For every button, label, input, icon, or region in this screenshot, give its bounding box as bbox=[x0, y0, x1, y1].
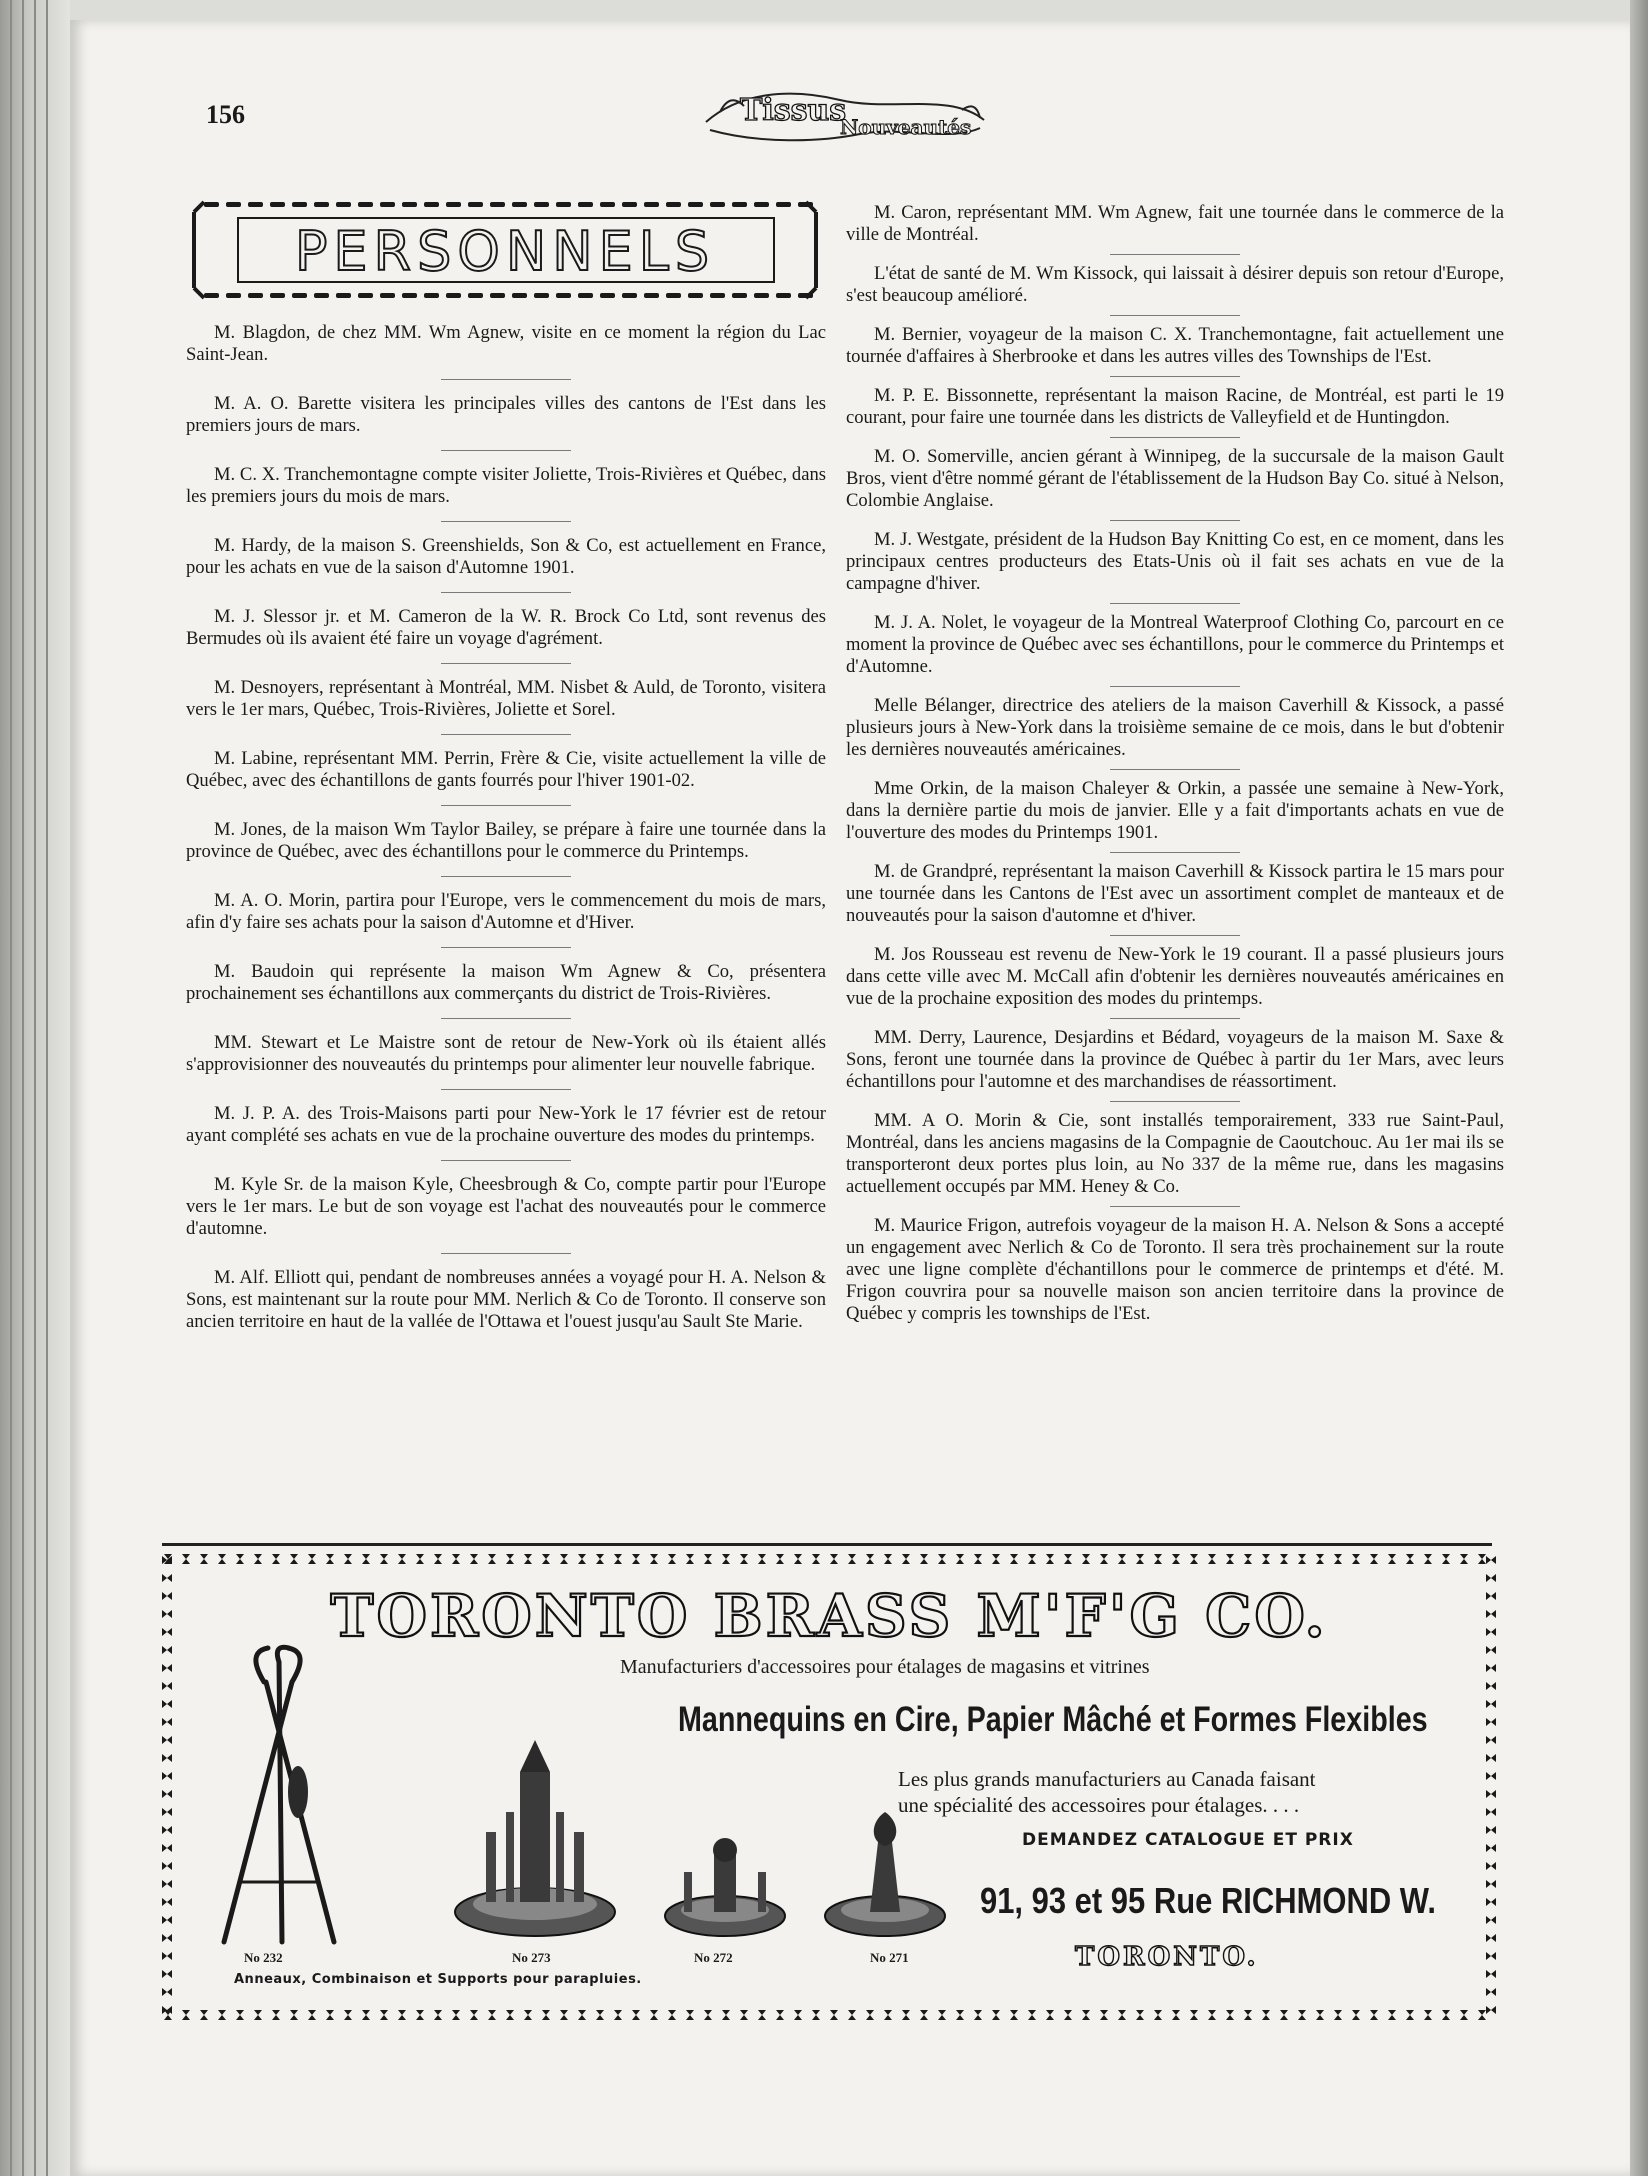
section-heading bbox=[190, 198, 820, 302]
ad-tagline-line-1: Les plus grands manufacturiers au Canada faisant bbox=[898, 1767, 1316, 1791]
product-label-271: No 271 bbox=[870, 1950, 909, 1965]
ad-city: TORONTO. bbox=[1075, 1942, 1259, 1972]
book-binding bbox=[0, 0, 70, 2176]
advertisement bbox=[160, 1552, 1498, 2022]
news-item: M. Labine, représentant MM. Perrin, Frère & Cie, visite actuellement la ville de Québec, avec des échantillons de gants fourrés pour l'hiver 1901-02. bbox=[186, 748, 826, 791]
ad-border-right bbox=[1484, 1552, 1498, 2022]
item-separator bbox=[441, 1018, 571, 1019]
item-separator bbox=[1110, 935, 1240, 936]
news-item: M. J. Westgate, président de la Hudson Bay Knitting Co est, en ce moment, dans les principaux centres producteurs des Etats-Unis où il fait ses achats en vue de la campagne d'hiver. bbox=[846, 529, 1504, 594]
product-label-273: No 273 bbox=[512, 1950, 551, 1965]
item-separator bbox=[441, 1089, 571, 1090]
item-separator bbox=[441, 1253, 571, 1254]
ad-border-bottom bbox=[160, 2008, 1498, 2022]
news-item: M. Maurice Frigon, autrefois voyageur de la maison H. A. Nelson & Sons a accepté un engagement avec Nerlich & Co de Toronto. Il sera très prochainement sur la route avec une ligne complète d'échantillons pour le commerce de printemps et d'été. M. Frigon couvrira pour sa nouvelle maison son ancien territoire dans la province de Québec y compris les townships de l'Est. bbox=[846, 1215, 1504, 1324]
news-item: MM. Derry, Laurence, Desjardins et Bédard, voyageurs de la maison M. Saxe & Sons, feront une tournée dans la province de Québec à partir du 1er Mars, avec leurs échantillons pour l'automne et des marchandises de réassortiment. bbox=[846, 1027, 1504, 1092]
item-separator bbox=[441, 450, 571, 451]
news-item: M. P. E. Bissonnette, représentant la maison Racine, de Montréal, est parti le 19 courant, pour faire une tournée dans les districts de Valleyfield et de Huntingdon. bbox=[846, 385, 1504, 428]
item-separator bbox=[1110, 1206, 1240, 1207]
ad-subtitle: Manufacturiers d'accessoires pour étalages de magasins et vitrines bbox=[620, 1656, 1150, 1678]
item-separator bbox=[441, 876, 571, 877]
ad-tagline-line-2: une spécialité des accessoires pour étalages. . . . bbox=[898, 1793, 1300, 1817]
page-edge bbox=[1630, 0, 1648, 2176]
item-separator bbox=[1110, 520, 1240, 521]
item-separator bbox=[1110, 1101, 1240, 1102]
item-separator bbox=[441, 379, 571, 380]
section-title: PERSONNELS bbox=[294, 220, 716, 283]
masthead-logo bbox=[700, 82, 990, 152]
news-item: M. C. X. Tranchemontagne compte visiter Joliette, Trois-Rivières et Québec, dans les premiers jours du mois de mars. bbox=[186, 464, 826, 507]
stand-272-illustration bbox=[660, 1822, 790, 1942]
svg-text:Nouveautés: Nouveautés bbox=[840, 115, 972, 139]
news-item: M. Kyle Sr. de la maison Kyle, Cheesbrough & Co, compte partir pour l'Europe vers le 1er mars. Le but de son voyage est l'achat des nouveautés pour le commerce d'automne. bbox=[186, 1174, 826, 1239]
news-item: M. A. O. Morin, partira pour l'Europe, vers le commencement du mois de mars, afin d'y faire ses achats pour la saison d'Automne et d'Hiver. bbox=[186, 890, 826, 933]
news-item: M. de Grandpré, représentant la maison Caverhill & Kissock partira le 15 mars pour une tournée dans les Cantons de l'Est avec un assortiment complet de manteaux et de nouveautés pour la saison d'automne et d'hiver. bbox=[846, 861, 1504, 926]
news-item: M. Jones, de la maison Wm Taylor Bailey, se prépare à faire une tournée dans la province de Québec, avec des échantillons pour le commerce du Printemps. bbox=[186, 819, 826, 862]
news-item: M. Bernier, voyageur de la maison C. X. Tranchemontagne, fait actuellement une tournée d'affaires à Sherbrooke et dans les autres villes des Townships de l'Est. bbox=[846, 324, 1504, 367]
item-separator bbox=[1110, 852, 1240, 853]
umbrella-stand-illustration bbox=[204, 1642, 354, 1952]
ad-border-left bbox=[160, 1552, 174, 2022]
item-separator bbox=[441, 1160, 571, 1161]
item-separator bbox=[441, 592, 571, 593]
item-separator bbox=[441, 663, 571, 664]
svg-text:Tissus: Tissus bbox=[740, 93, 847, 128]
item-separator bbox=[441, 805, 571, 806]
news-item: M. J. A. Nolet, le voyageur de la Montreal Waterproof Clothing Co, parcourt en ce moment la province de Québec avec ses échantillons, pour le commerce du Printemps et d'Automne. bbox=[846, 612, 1504, 677]
ad-caption: Anneaux, Combinaison et Supports pour parapluies. bbox=[234, 1972, 642, 1987]
item-separator bbox=[1110, 254, 1240, 255]
right-column bbox=[846, 202, 1504, 1333]
news-item: M. Blagdon, de chez MM. Wm Agnew, visite en ce moment la région du Lac Saint-Jean. bbox=[186, 322, 826, 365]
item-separator bbox=[1110, 315, 1240, 316]
news-item: Mme Orkin, de la maison Chaleyer & Orkin, a passée une semaine à New-York, dans la dernière partie du mois de janvier. Elle y a fait d'importants achats en vue de l'ouverture des modes du Printemps 1901. bbox=[846, 778, 1504, 843]
product-label-232: No 232 bbox=[244, 1950, 283, 1965]
item-separator bbox=[441, 947, 571, 948]
news-item: M. Jos Rousseau est revenu de New-York le 19 courant. Il a passé plusieurs jours dans cette ville avec M. McCall afin d'obtenir les dernières nouveautés américaines en vue de la prochaine exposition des modes du printemps. bbox=[846, 944, 1504, 1009]
news-item: Melle Bélanger, directrice des ateliers de la maison Caverhill & Kissock, a passé plusieurs jours à New-York dans la troisième semaine de ce mois, dans le but d'obtenir les dernières nouveautés américaines. bbox=[846, 695, 1504, 760]
stand-271-illustration bbox=[820, 1802, 950, 1942]
ad-tagline bbox=[898, 1766, 1316, 1818]
news-item: L'état de santé de M. Wm Kissock, qui laissait à désirer depuis son retour d'Europe, s'est beaucoup amélioré. bbox=[846, 263, 1504, 306]
ad-border-top bbox=[160, 1552, 1498, 1566]
advertisement-rule bbox=[162, 1543, 1492, 1546]
news-item: M. O. Somerville, ancien gérant à Winnipeg, de la succursale de la maison Gault Bros, vient d'être nommé gérant de l'établissement de la Hudson Bay Co. situé à Nelson, Colombie Anglaise. bbox=[846, 446, 1504, 511]
left-column bbox=[186, 322, 826, 1346]
ad-catalogue-request: DEMANDEZ CATALOGUE ET PRIX bbox=[1022, 1830, 1354, 1850]
news-item: MM. Stewart et Le Maistre sont de retour de New-York où ils étaient allés s'approvisionner des nouveautés du printemps pour alimenter leur nouvelle fabrique. bbox=[186, 1032, 826, 1075]
news-item: M. Hardy, de la maison S. Greenshields, Son & Co, est actuellement en France, pour les achats en vue de la saison d'Automne 1901. bbox=[186, 535, 826, 578]
stand-273-illustration bbox=[450, 1732, 620, 1942]
news-item: M. Baudoin qui représente la maison Wm Agnew & Co, présentera prochainement ses échantillons aux commerçants du district de Trois-Rivières. bbox=[186, 961, 826, 1004]
product-label-272: No 272 bbox=[694, 1950, 733, 1965]
ad-company-name: TORONTO BRASS M'F'G CO. bbox=[330, 1582, 1328, 1650]
item-separator bbox=[441, 521, 571, 522]
item-separator bbox=[1110, 376, 1240, 377]
item-separator bbox=[441, 734, 571, 735]
item-separator bbox=[1110, 769, 1240, 770]
news-item: M. Desnoyers, représentant à Montréal, MM. Nisbet & Auld, de Toronto, visitera vers le 1er mars, Québec, Trois-Rivières, Joliette et Sorel. bbox=[186, 677, 826, 720]
item-separator bbox=[1110, 437, 1240, 438]
ad-address: 91, 93 et 95 Rue RICHMOND W. bbox=[980, 1880, 1436, 1921]
page-number: 156 bbox=[206, 100, 245, 129]
item-separator bbox=[1110, 686, 1240, 687]
item-separator bbox=[1110, 603, 1240, 604]
news-item: M. Caron, représentant MM. Wm Agnew, fait une tournée dans le commerce de la ville de Montréal. bbox=[846, 202, 1504, 245]
news-item: MM. A O. Morin & Cie, sont installés temporairement, 333 rue Saint-Paul, Montréal, dans les anciens magasins de la Compagnie de Caoutchouc. Au 1er mai ils se transporteront deux portes plus loin, au No 337 de la même rue, dans les magasins actuellement occupés par MM. Heney & Co. bbox=[846, 1110, 1504, 1197]
item-separator bbox=[1110, 1018, 1240, 1019]
ad-headline: Mannequins en Cire, Papier Mâché et Formes Flexibles bbox=[678, 1700, 1428, 1739]
news-item: M. J. P. A. des Trois-Maisons parti pour New-York le 17 février est de retour ayant complété ses achats en vue de la prochaine ouverture des modes du printemps. bbox=[186, 1103, 826, 1146]
news-item: M. J. Slessor jr. et M. Cameron de la W. R. Brock Co Ltd, sont revenus des Bermudes où ils avaient été faire un voyage d'agrément. bbox=[186, 606, 826, 649]
news-item: M. A. O. Barette visitera les principales villes des cantons de l'Est dans les premiers jours de mars. bbox=[186, 393, 826, 436]
news-item: M. Alf. Elliott qui, pendant de nombreuses années a voyagé pour H. A. Nelson & Sons, est maintenant sur la route pour MM. Nerlich & Co de Toronto. Il conserve son ancien territoire en haut de la vallée de l'Ottawa et l'ouest jusqu'au Sault Ste Marie. bbox=[186, 1267, 826, 1332]
